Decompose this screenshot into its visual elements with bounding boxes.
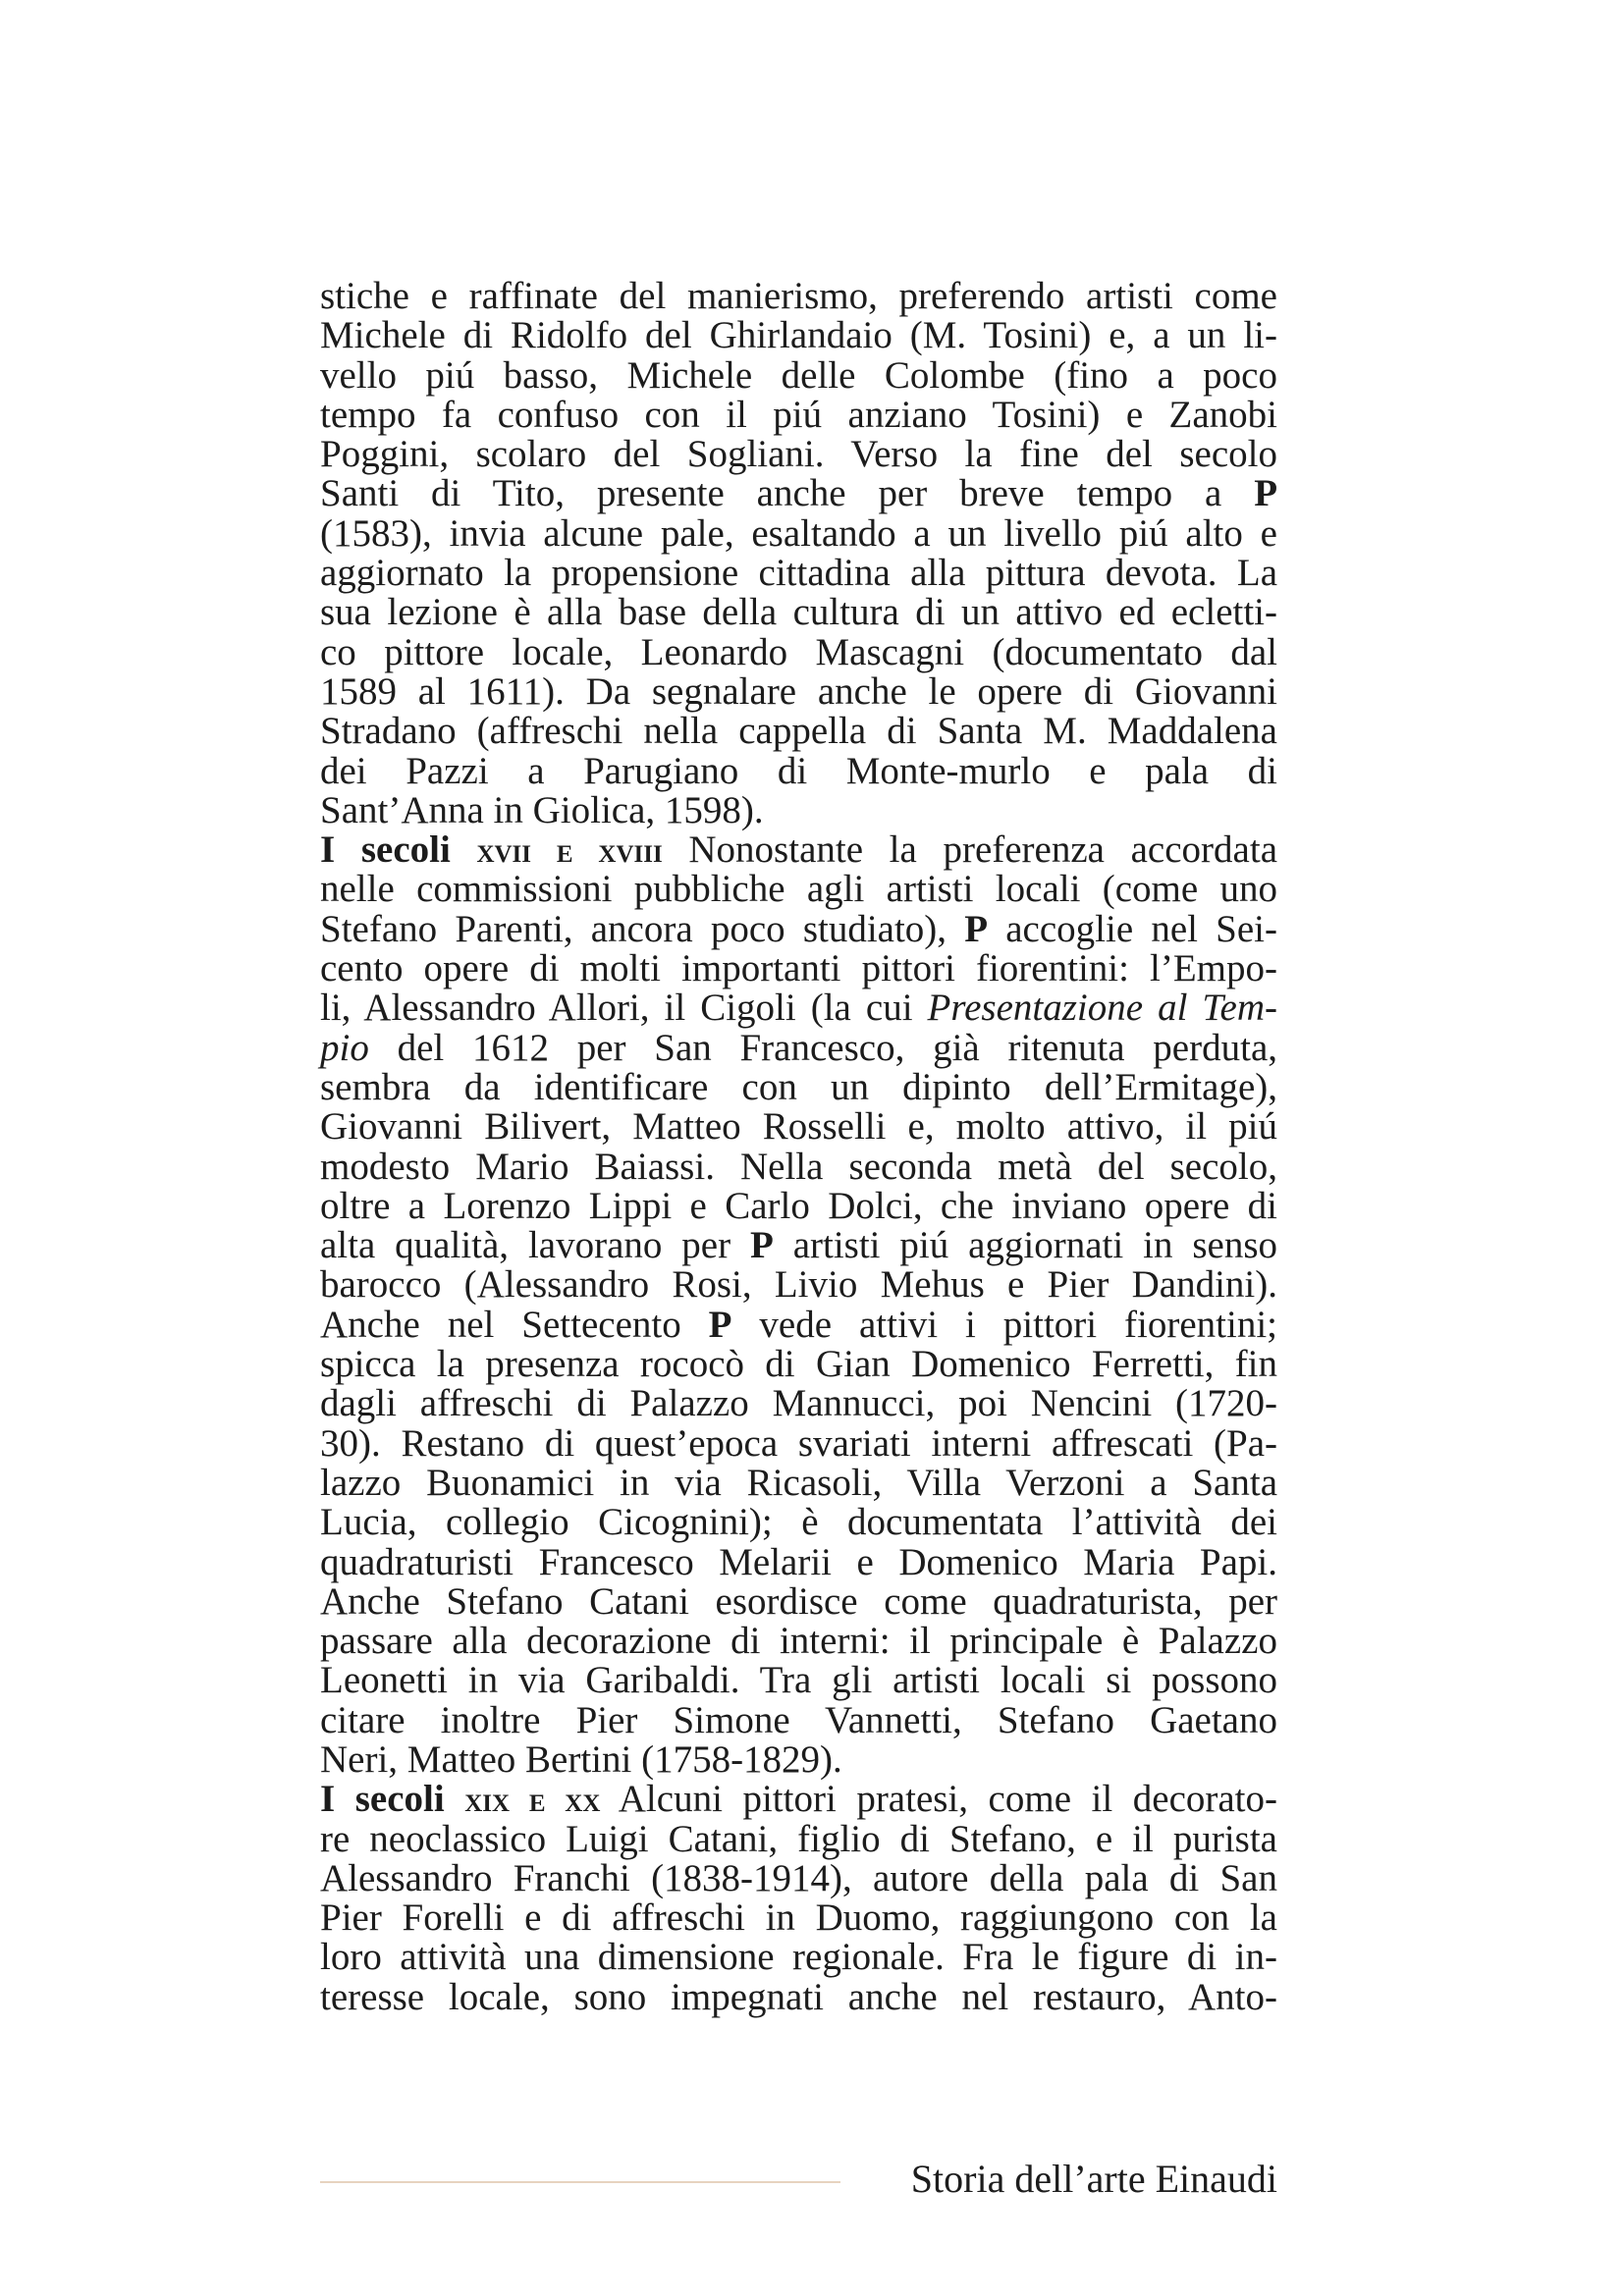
section-heading: I secoli (320, 828, 451, 872)
text-line (320, 1303, 1278, 1346)
text-line: Anche Stefano Catani esordisce come quadraturista, per (320, 1579, 1277, 1623)
text-line: loro attività una dimensione regionale. Fra le figure di in- (320, 1936, 1277, 1979)
text-line: dagli affreschi di Palazzo Mannucci, poi Nencini (1720- (320, 1382, 1277, 1425)
text-line: Sant’Anna in Giolica, 1598). (320, 788, 764, 831)
text-line: Poggini, scolaro del Sogliani. Verso la fine del secolo (320, 433, 1277, 476)
city-abbreviation: P (1254, 472, 1278, 515)
text-segment: del 1612 per San Francesco, già ritenuta perduta, (397, 1026, 1278, 1069)
text-segment: Santi di Tito, presente anche per breve tempo a (320, 472, 1222, 515)
text-line: cento opere di molti importanti pittori fiorentini: l’Empo- (320, 947, 1277, 990)
paragraph-19th-20th-centuries (320, 1780, 1277, 2017)
text-line: 30). Restano di quest’epoca svariati interni affrescati (Pa- (320, 1421, 1277, 1465)
text-line: aggiornato la propensione cittadina alla pittura devota. La (320, 552, 1277, 595)
text-line: (1583), invia alcune pale, esaltando a un livello piú alto e (320, 511, 1277, 555)
text-line: Pier Forelli e di affreschi in Duomo, raggiungono con la (320, 1896, 1277, 1940)
text-line (320, 907, 1277, 950)
text-line: citare inoltre Pier Simone Vannetti, Stefano Gaetano (320, 1698, 1277, 1741)
text-line: oltre a Lorenzo Lippi e Carlo Dolci, che inviano opere di (320, 1184, 1277, 1227)
footer-publication-title: Storia dell’arte Einaudi (910, 2157, 1277, 2201)
text-line (320, 474, 1277, 513)
paragraph-mannerism (320, 277, 1277, 830)
text-line: Leonetti in via Garibaldi. Tra gli artisti locali si possono (320, 1659, 1277, 1702)
text-line: Neri, Matteo Bertini (1758-1829). (320, 1737, 842, 1781)
city-abbreviation: P (964, 907, 989, 950)
text-line: dei Pazzi a Parugiano di Monte-murlo e pala di (320, 749, 1277, 792)
text-segment: alta qualità, lavorano per (320, 1224, 731, 1267)
text-line: barocco (Alessandro Rosi, Livio Mehus e Pier Dandini). (320, 1263, 1277, 1307)
city-abbreviation: P (708, 1303, 732, 1346)
footer-divider (320, 2181, 840, 2183)
text-line: quadraturisti Francesco Melarii e Domenico Maria Papi. (320, 1540, 1277, 1583)
text-line: passare alla decorazione di interni: il principale è Palazzo (320, 1620, 1277, 1663)
main-text (320, 277, 1277, 2017)
text-line (320, 1026, 1278, 1069)
text-segment: li, Alessandro Allori, il Cigoli (la cui (320, 987, 913, 1030)
text-line: Michele di Ridolfo del Ghirlandaio (M. Tosini) e, a un li- (320, 314, 1277, 357)
text-line (320, 1780, 1277, 1819)
text-line: tempo fa confuso con il piú anziano Tosini) e Zanobi (320, 393, 1277, 436)
text-line (320, 830, 1277, 870)
text-segment: artisti piú aggiornati in senso (792, 1224, 1278, 1267)
text-line: nelle commissioni pubbliche agli artisti locali (come uno (320, 868, 1277, 911)
text-line: sembra da identificare con un dipinto dell’Ermitage), (320, 1065, 1277, 1108)
text-line: Lucia, collegio Cicognini); è documentata l’attività dei (320, 1501, 1277, 1544)
text-line (320, 1226, 1277, 1265)
text-line: sua lezione è alla base della cultura di un attivo ed ecletti- (320, 591, 1277, 634)
text-segment: vede attivi i pittori fiorentini; (759, 1303, 1278, 1346)
section-heading-centuries: xvii e xviii (476, 830, 663, 871)
section-heading: I secoli (320, 1778, 445, 1821)
text-line: modesto Mario Baiassi. Nella seconda metà del secolo, (320, 1145, 1277, 1188)
text-line: spicca la presenza rococò di Gian Domenico Ferretti, fin (320, 1343, 1277, 1386)
text-line: Giovanni Bilivert, Matteo Rosselli e, molto attivo, il piú (320, 1105, 1277, 1148)
text-line: co pittore locale, Leonardo Mascagni (documentato dal (320, 630, 1277, 673)
text-line: stiche e raffinate del manierismo, preferendo artisti come (320, 275, 1277, 317)
text-segment: Alcuni pittori pratesi, come il decorato- (618, 1778, 1278, 1821)
text-line: teresse locale, sono impegnati anche nel restauro, Anto- (320, 1975, 1277, 2018)
text-line: 1589 al 1611). Da segnalare anche le opere di Giovanni (320, 669, 1277, 713)
text-segment: Stefano Parenti, ancora poco studiato), (320, 907, 947, 950)
text-line: re neoclassico Luigi Catani, figlio di Stefano, e il purista (320, 1817, 1277, 1860)
artwork-title: pio (320, 1026, 369, 1069)
section-heading-centuries: xix e xx (464, 1780, 601, 1820)
city-abbreviation: P (749, 1224, 774, 1267)
text-line: Alessandro Franchi (1838-1914), autore della pala di San (320, 1856, 1277, 1899)
text-segment: accoglie nel Sei- (1005, 907, 1277, 950)
text-line: vello piú basso, Michele delle Colombe (fino a poco (320, 353, 1277, 397)
text-line (320, 988, 1277, 1028)
text-line: Stradano (affreschi nella cappella di Santa M. Maddalena (320, 710, 1277, 753)
text-segment: Anche nel Settecento (320, 1303, 681, 1346)
text-segment: Nonostante la preferenza accordata (688, 828, 1277, 872)
artwork-title: Presentazione al Tem- (927, 987, 1277, 1030)
paragraph-17th-18th-centuries (320, 830, 1277, 1780)
text-line: lazzo Buonamici in via Ricasoli, Villa Verzoni a Santa (320, 1461, 1277, 1504)
